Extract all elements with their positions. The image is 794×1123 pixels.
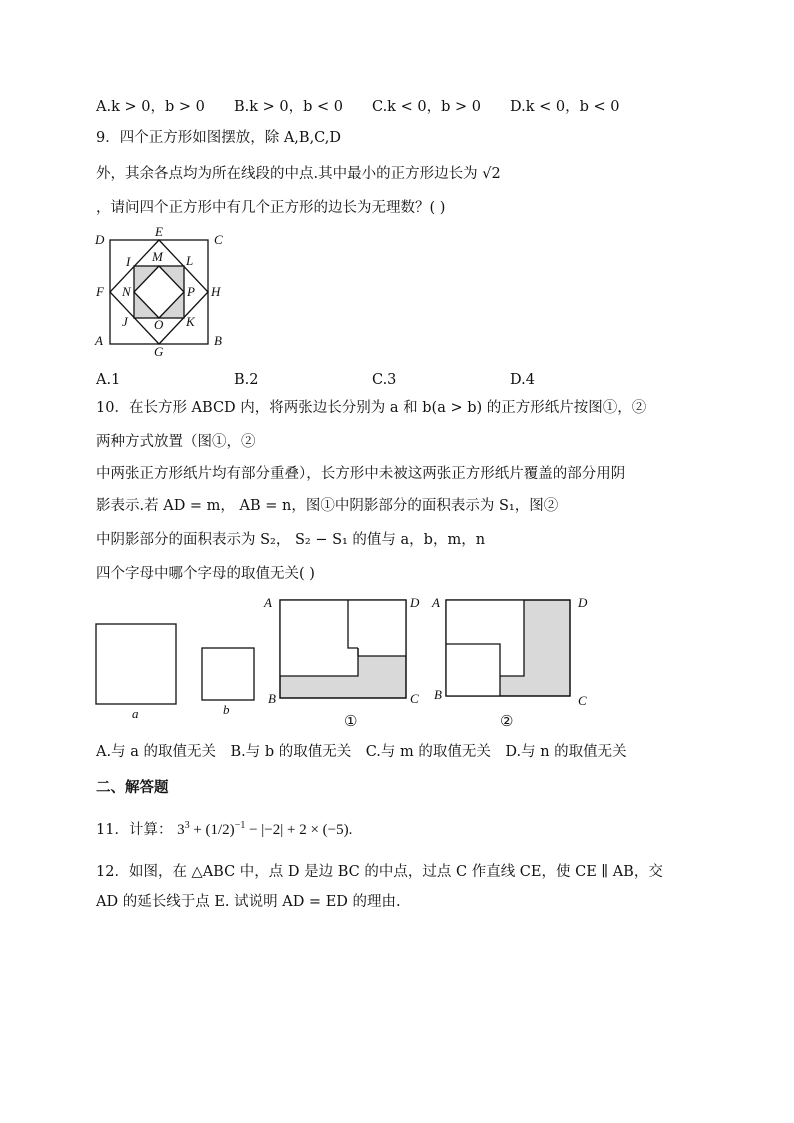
q11-expression-tail: − |−2| + 2 × (−5). (249, 822, 353, 838)
label-C: C (214, 232, 223, 247)
fig1-number: ① (344, 714, 358, 730)
q8-option-d: D.k < 0，b < 0 (510, 99, 620, 115)
q10-stem-line2: 两种方式放置（图①，② (96, 434, 256, 450)
q9-option-b: B.2 (234, 372, 259, 388)
label-N: N (122, 284, 131, 299)
label-H: H (211, 284, 221, 299)
q9-option-a: A.1 (96, 372, 121, 388)
q10-stem-line6: 四个字母中哪个字母的取值无关( ) (96, 566, 315, 582)
q8-option-b: B.k > 0，b < 0 (234, 99, 344, 115)
fig2-label-D: D (578, 595, 588, 610)
q11-expression: $3^3 + (1/2)^{-1} - |-2| + 2 \times (-5)$. (177, 820, 353, 838)
fig2-number: ② (500, 714, 514, 730)
fig2-label-C: C (578, 693, 587, 708)
figure-2 (446, 600, 570, 696)
q9-stem-line3: ，请问四个正方形中有几个正方形的边长为无理数？( ) (96, 200, 446, 216)
label-K: K (186, 314, 195, 329)
label-square-b: b (223, 702, 230, 717)
label-F: F (96, 284, 104, 299)
fig1-label-A: A (264, 595, 272, 610)
fig2-label-A: A (432, 595, 440, 610)
label-A: A (95, 333, 103, 348)
square-a (96, 624, 176, 704)
figure-1 (280, 600, 406, 698)
q10-options: A.与 a 的取值无关 B.与 b 的取值无关 C.与 m 的取值无关 D.与 n 的取值无关 (96, 744, 627, 760)
label-J: J (122, 314, 128, 329)
q9-stem-line2: 外，其余各点均为所在线段的中点.其中最小的正方形边长为 √2 (96, 166, 501, 182)
fig1-label-B: B (268, 691, 276, 706)
label-I: I (126, 254, 131, 269)
q9-stem-line1: 9．四个正方形如图摆放，除 A,B,C,D (96, 130, 341, 146)
label-B: B (214, 333, 222, 348)
label-P: P (187, 284, 195, 299)
q8-option-a: A.k > 0，b > 0 (96, 99, 205, 115)
label-M: M (152, 249, 163, 264)
fig1-label-D: D (410, 595, 420, 610)
q9-option-d: D.4 (510, 372, 535, 388)
label-O: O (154, 317, 164, 332)
label-square-a: a (132, 706, 139, 721)
q11-line (96, 816, 352, 840)
q8-option-c: C.k < 0，b > 0 (372, 99, 481, 115)
q10-figures (92, 592, 612, 732)
label-D: D (95, 232, 105, 247)
q9-option-c: C.3 (372, 372, 397, 388)
q11-prefix: 11．计算： (96, 822, 173, 838)
label-L: L (186, 253, 194, 268)
q12-line2: AD 的延长线于点 E. 试说明 AD = ED 的理由. (96, 894, 401, 910)
fig1-label-C: C (410, 691, 419, 706)
q12-line1: 12．如图，在 △ABC 中，点 D 是边 BC 的中点，过点 C 作直线 CE，使 CE ∥ AB，交 (96, 864, 663, 880)
label-E: E (155, 224, 163, 239)
fig2-label-B: B (434, 687, 442, 702)
section-title: 二、解答题 (96, 780, 169, 796)
q9-nested-squares-figure (92, 224, 232, 359)
square-b (202, 648, 254, 700)
label-G: G (154, 344, 164, 359)
q10-stem-line3: 中两张正方形纸片均有部分重叠），长方形中未被这两张正方形纸片覆盖的部分用阴 (96, 466, 626, 482)
q10-stem-line5: 中阴影部分的面积表示为 S₂， S₂ − S₁ 的值与 a，b，m，n (96, 532, 486, 548)
q10-stem-line1: 10．在长方形 ABCD 内，将两张边长分别为 a 和 b(a > b) 的正方形纸片按图①，② (96, 400, 647, 416)
q10-stem-line4: 影表示.若 AD = m， AB = n，图①中阴影部分的面积表示为 S₁，图② (96, 498, 559, 514)
